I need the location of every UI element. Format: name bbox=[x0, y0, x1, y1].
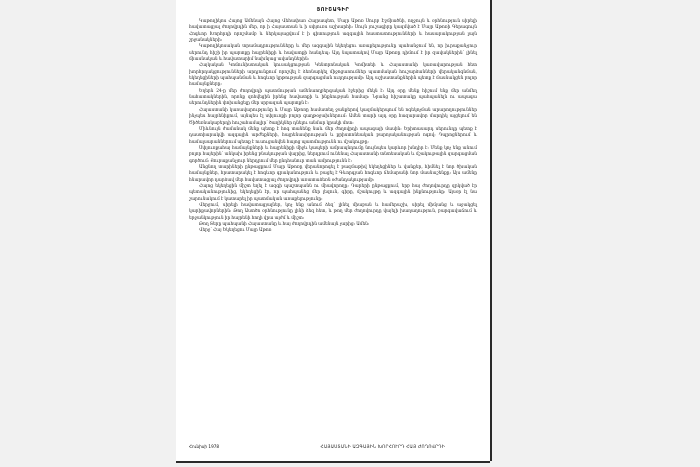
document-date: Հունիսի 1978 bbox=[189, 444, 220, 449]
document-signature: ՀԱՅԱՍՏԱՆԻ ԱԶԳԱՅԻՆ ԽՈՐՀՈՒՐԴ ՀԱՅ ԺՈՂՈՎՐԴԻ bbox=[320, 444, 445, 449]
paragraph: Հայաստանի կառավարությունը և Մայր Աթոռը համատեղ ջանքերով կազմակերպում են ոգեկոչման արարողություններ ինչպես հայրենիքում, այնպես էլ սփյուռքի բոլոր գաղթօջախներում։ Ամեն տարի այդ օրը հազարավոր մարդիկ այցելում են Ծիծեռնակաբերդի հուշահամալիր՝ ծաղիկներ դնելու անմար կրակի մոտ։ bbox=[189, 107, 477, 126]
paragraph: Վերջում, սիրելի հավատացյալներ, կոչ ենք անում ձեզ՝ լինել միաբան և համերաշխ, սիրել միմյանց և աջակցել կարիքավորներին։ Թող Աստծո օրհնությունը լինի ձեզ հետ, և թող մեր ժողովուրդը վայելի խաղաղություն, բարգավաճում և երջանկություն իր հայրենի հողի վրա այժմ և միշտ։ bbox=[189, 202, 477, 221]
paragraph: Հայոց եկեղեցին միշտ եղել է ազգի պաշտպանն ու միավորողը։ Դարերի ընթացքում, երբ հայ ժողովուրդը զրկված էր պետականությունից, եկեղեցին էր, որ պահպանեց մեր լեզուն, գիրը, մշակույթը և ազգային ինքնությունը։ Այսօր էլ նա շարունակում է կատարել իր պատմական առաքելությունը։ bbox=[189, 183, 477, 202]
closing-line: Վերջ՝ Հայ Եկեղեցու Մայր Աթոռ bbox=[199, 228, 272, 234]
paragraph: Թող Տերը պահպանի Հայաստանը և հայ ժողովրդին ամենայն չարից։ Ամեն։ bbox=[199, 222, 370, 227]
paragraph: Կաթողիկոսական տրամադրությունները և մեր ազգային եկեղեցու առաքելությունը պահանջում են, որ իւրաքանչյուր սերունդ հիշի իր պարտքը հայրենիքի և հավատքի հանդեպ։ Այդ նպատակով Մայր Աթոռը դիմում է իր զավակներին՝ լինել միասնական և հավատարիմ նախնյաց ավանդներին։ bbox=[189, 44, 477, 63]
document-body bbox=[189, 19, 477, 235]
document-title: ՅՈՒՇԱԳԻՐ bbox=[316, 7, 350, 13]
paragraph: Հայկական Կոմունիստական կուսակցության Կենտրոնական Կոմիտեի և Հայաստանի կառավարության հետ խորհրդակցությունների արդյունքում որոշվել է ձեռնարկել միջոցառումներ պատմական հուշարձանների վերականգնման, եկեղեցիների պահպանման և հոգևոր կրթության զարգացման ուղղությամբ։ Այդ աշխատանքներին պետք է մասնակցեն բոլոր համայնքները։ bbox=[189, 63, 477, 88]
paragraph: Եղերն 24-ը մեր ժողովրդի պատմության ամենաողբերգական էջերից մեկն է։ Այդ օրը մենք հիշում ենք մեր անմեղ նահատակներին, որոնք զոհվեցին իրենց հավատքի և ինքնության համար։ Նրանց հիշատակը պահպանելն ու ապագա սերունդներին փոխանցելը մեր սրբազան պարտքն է։ bbox=[189, 88, 477, 107]
document-footer bbox=[189, 444, 477, 449]
paragraph: Սփյուռքահայ համայնքների և հայրենիքի միջև կապերի ամրապնդումը նույնպես կարևոր խնդիր է։ Մենք կոչ ենք անում բոլոր հայերին՝ անկախ իրենց բնակության վայրից, ներդրում ունենալ Հայաստանի տնտեսական և մշակութային զարգացման գործում։ Յուրաքանչյուր ներդրում մեր ընդհանուր տան ամրությունն է։ bbox=[189, 145, 477, 164]
paragraph: Անցնող տարիների ընթացքում Մայր Աթոռը վերանորոգել է բազմաթիվ եկեղեցիներ և վանքեր, հիմնել է նոր ծխական համայնքներ, հրատարակել է հոգևոր գրականություն և բացել է Գևորգյան հոգևոր ճեմարանի նոր մասնաշենքը։ Այս ամենը հնարավոր դարձավ մեր հավատացյալ ժողովրդի առատաձեռն օժանդակությամբ։ bbox=[189, 164, 477, 183]
document-page bbox=[176, 0, 490, 461]
paragraph: Կաթողիկոս Հայոց Ամենայն Հայոց Վեհափառ Հայրապետ, Մայր Աթոռ Սուրբ Էջմիածնի, ողջույն և օրհնություն սիրելի հավատացյալ ժողովրդին մեր, որ ի Հայաստան և ի սփյուռս աշխարհի։ Սույն յուշագիրը կազմված է Մայր Աթոռի Գերագույն Հոգևոր Խորհրդի որոշմամբ և ներկայացվում է ի գիտություն ազգային հաստատությունների և հասարակության լայն շրջանակների։ bbox=[189, 19, 477, 44]
paragraph: Միևնույն ժամանակ մենք պետք է հոգ տանենք նաև մեր ժողովրդի ապագայի մասին։ Երիտասարդ սերունդը պետք է դաստիարակվի ազգային արժեքների, հայրենասիրության և քրիստոնեական բարոյականության ոգով։ Դպրոցներում և համալսարաններում պետք է ուսուցանվեն հայոց պատմությունն ու մշակույթը։ bbox=[189, 126, 477, 145]
